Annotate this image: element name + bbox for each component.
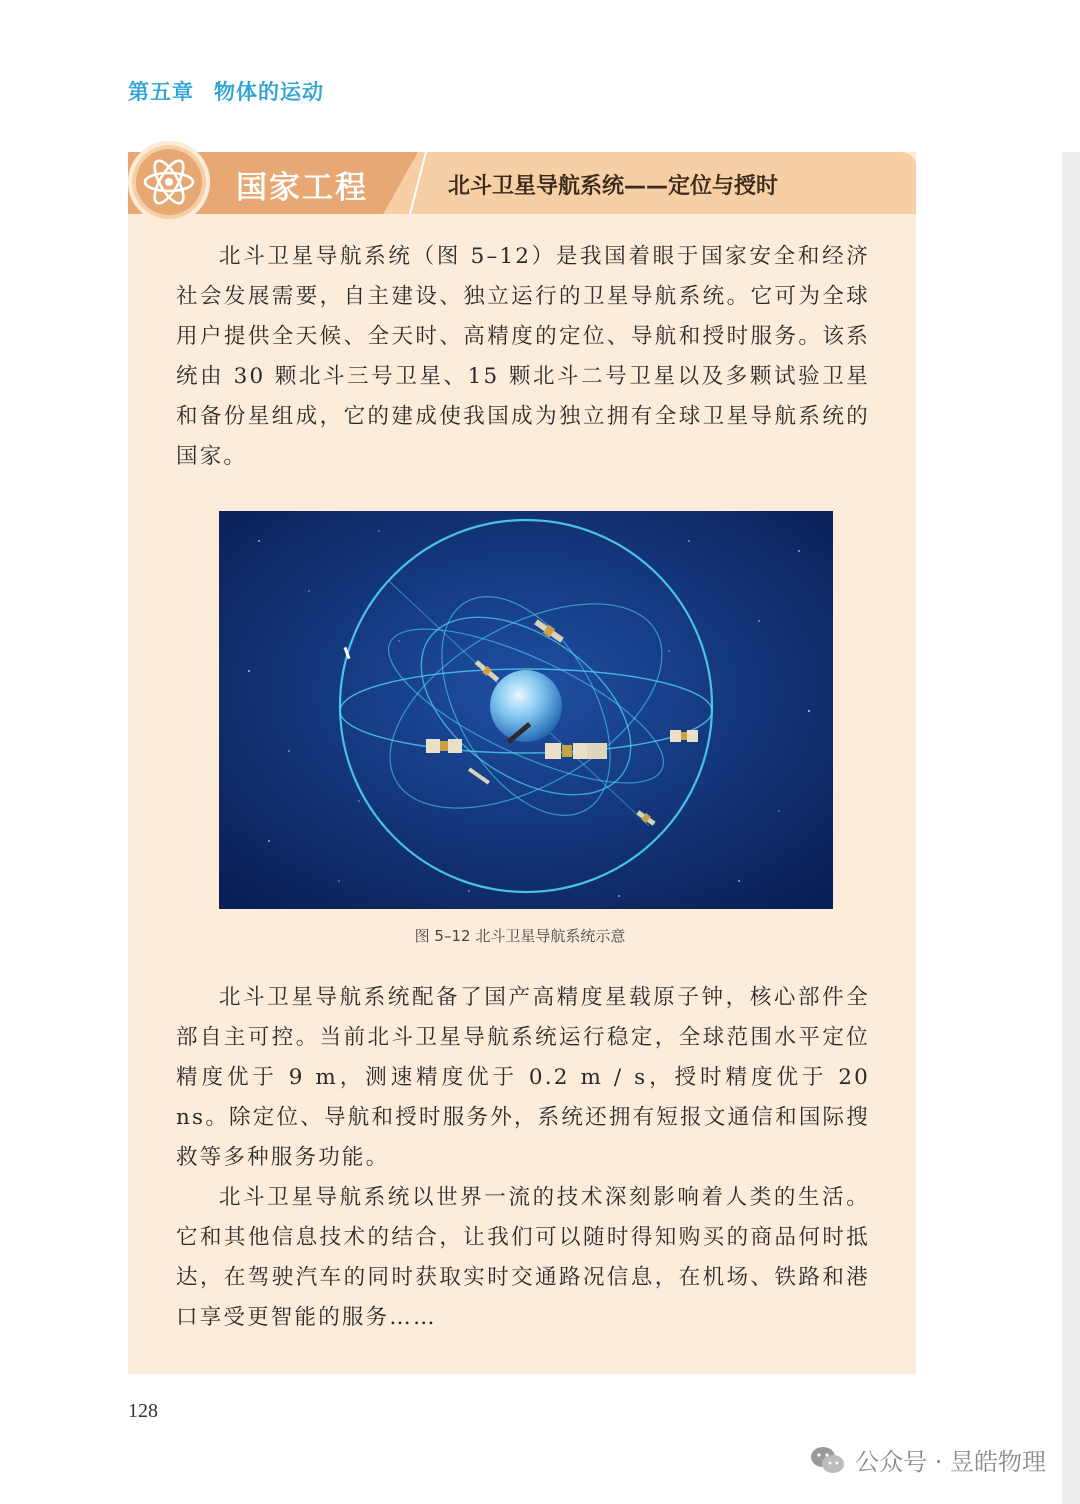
beidou-figure (219, 511, 833, 909)
figure-caption: 图 5–12 北斗卫星导航系统示意 (414, 927, 626, 945)
feature-tag: 国家工程 (236, 170, 368, 206)
paragraph-intro: 北斗卫星导航系统（图 5–12）是我国着眼于国家安全和经济社会发展需要，自主建设、独立运行的卫星导航系统。它可为全球用户提供全天候、全天时、高精度的定位、导航和授时服务。该系统由 30 颗北斗三号卫星、15 颗北斗二号卫星以及多颗试验卫星和备份星组成，它的建成使我国成为独立拥有全球卫星导航系统的国家。 (176, 244, 870, 469)
feature-banner (128, 152, 916, 214)
paragraph-atomic-clock: 北斗卫星导航系统配备了国产高精度星载原子钟，核心部件全部自主可控。当前北斗卫星导航系统运行稳定，全球范围水平定位精度优于 9 m，测速精度优于 0.2 m / s，授时精度优于 20 ns。除定位、导航和授时服务外，系统还拥有短报文通信和国际搜救等多种服务功能。 (176, 985, 870, 1170)
chapter-header (128, 76, 324, 106)
page-edge (1062, 152, 1080, 1504)
earth (490, 670, 562, 742)
chapter-title: 物体的运动 (214, 79, 324, 104)
wechat-icon (809, 1445, 845, 1475)
beidou-constellation-illustration (219, 511, 833, 909)
chapter-number: 第五章 (128, 79, 194, 104)
banner-divider (400, 152, 430, 214)
watermark (809, 1442, 1046, 1477)
atom-badge (128, 141, 210, 223)
page-number: 128 (128, 1400, 158, 1422)
watermark-text: 公众号 · 昱皓物理 (855, 1448, 1046, 1476)
feature-title: 北斗卫星导航系统——定位与授时 (448, 174, 779, 199)
paragraph-daily-life: 北斗卫星导航系统以世界一流的技术深刻影响着人类的生活。它和其他信息技术的结合，让我们可以随时得知购买的商品何时抵达，在驾驶汽车的同时获取实时交通路况信息，在机场、铁路和港口享受更智能的服务…… (176, 1185, 870, 1330)
atom-icon (136, 149, 202, 215)
